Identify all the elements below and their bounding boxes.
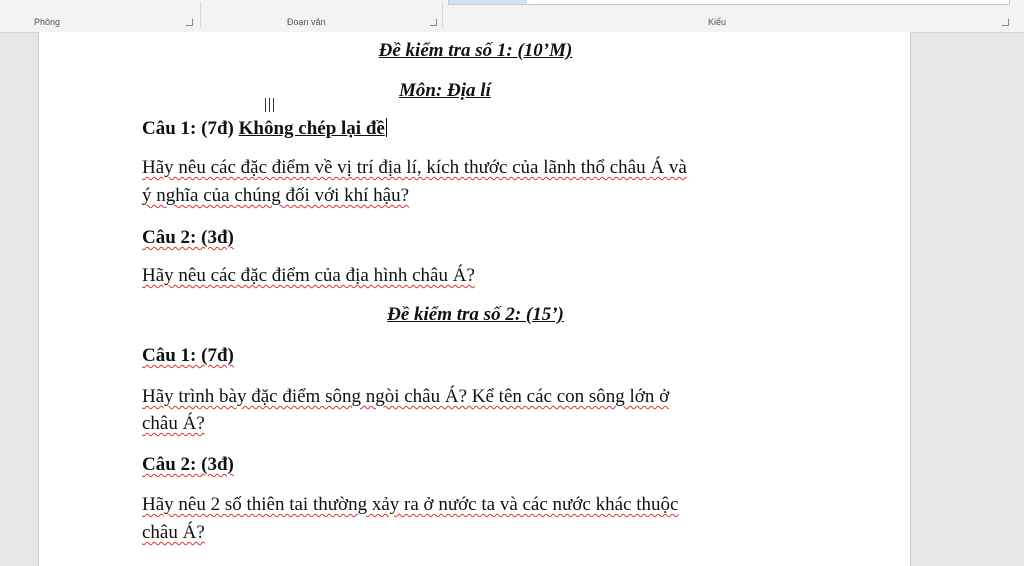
test1-q1-head-text: Câu 1: (7đ) [142, 118, 234, 139]
test1-title: Đề kiểm tra số 1: (10’M) [378, 40, 573, 61]
test2-q1-line1: Hãy trình bày đặc điểm sông ngòi châu Á? Kể tên các con sông lớn ở [142, 386, 670, 407]
document-page[interactable] [38, 32, 911, 566]
ribbon-separator [442, 2, 443, 28]
test1-q1-line1: Hãy nêu các đặc điểm về vị trí địa lí, kích thước của lãnh thổ châu Á và [142, 157, 687, 178]
test2-q2-line2: châu Á? [142, 522, 205, 543]
test1-q2-line1: Hãy nêu các đặc điểm của địa hình châu Á? [142, 265, 475, 286]
ribbon-separator [200, 2, 201, 28]
test1-q1-line2: ý nghĩa của chúng đối với khí hậu? [142, 185, 410, 206]
styles-gallery[interactable] [448, 0, 1010, 5]
ribbon-group-styles-label: Kiểu [708, 17, 727, 27]
text-caret [386, 118, 387, 137]
font-dialog-launcher-icon[interactable] [186, 19, 193, 26]
test1-q2-head-text: Câu 2: (3đ) [142, 227, 234, 248]
test1-q1-note: Không chép lại đề [238, 118, 385, 139]
ribbon-group-paragraph-label: Đoạn văn [287, 17, 326, 27]
subject-heading: Môn: Địa lí [399, 80, 491, 101]
test2-q2-head-text: Câu 2: (3đ) [142, 454, 234, 475]
i-beam-cursor-icon [265, 98, 274, 112]
ribbon [0, 0, 1024, 33]
test1-question2-heading [142, 227, 234, 249]
test2-title: Đề kiểm tra số 2: (15’) [387, 304, 564, 325]
test1-question1-heading [142, 118, 387, 140]
test2-question1-heading [142, 345, 234, 367]
paragraph-dialog-launcher-icon[interactable] [430, 19, 437, 26]
test2-q1-head-text: Câu 1: (7đ) [142, 345, 234, 366]
ribbon-group-font-label: Phông [34, 17, 61, 27]
styles-dialog-launcher-icon[interactable] [1002, 19, 1009, 26]
styles-gallery-selected[interactable] [449, 0, 527, 4]
test2-question2-heading [142, 454, 234, 476]
test2-q1-line2: châu Á? [142, 413, 205, 434]
test2-q2-line1: Hãy nêu 2 số thiên tai thường xảy ra ở nước ta và các nước khác thuộc [142, 494, 679, 515]
